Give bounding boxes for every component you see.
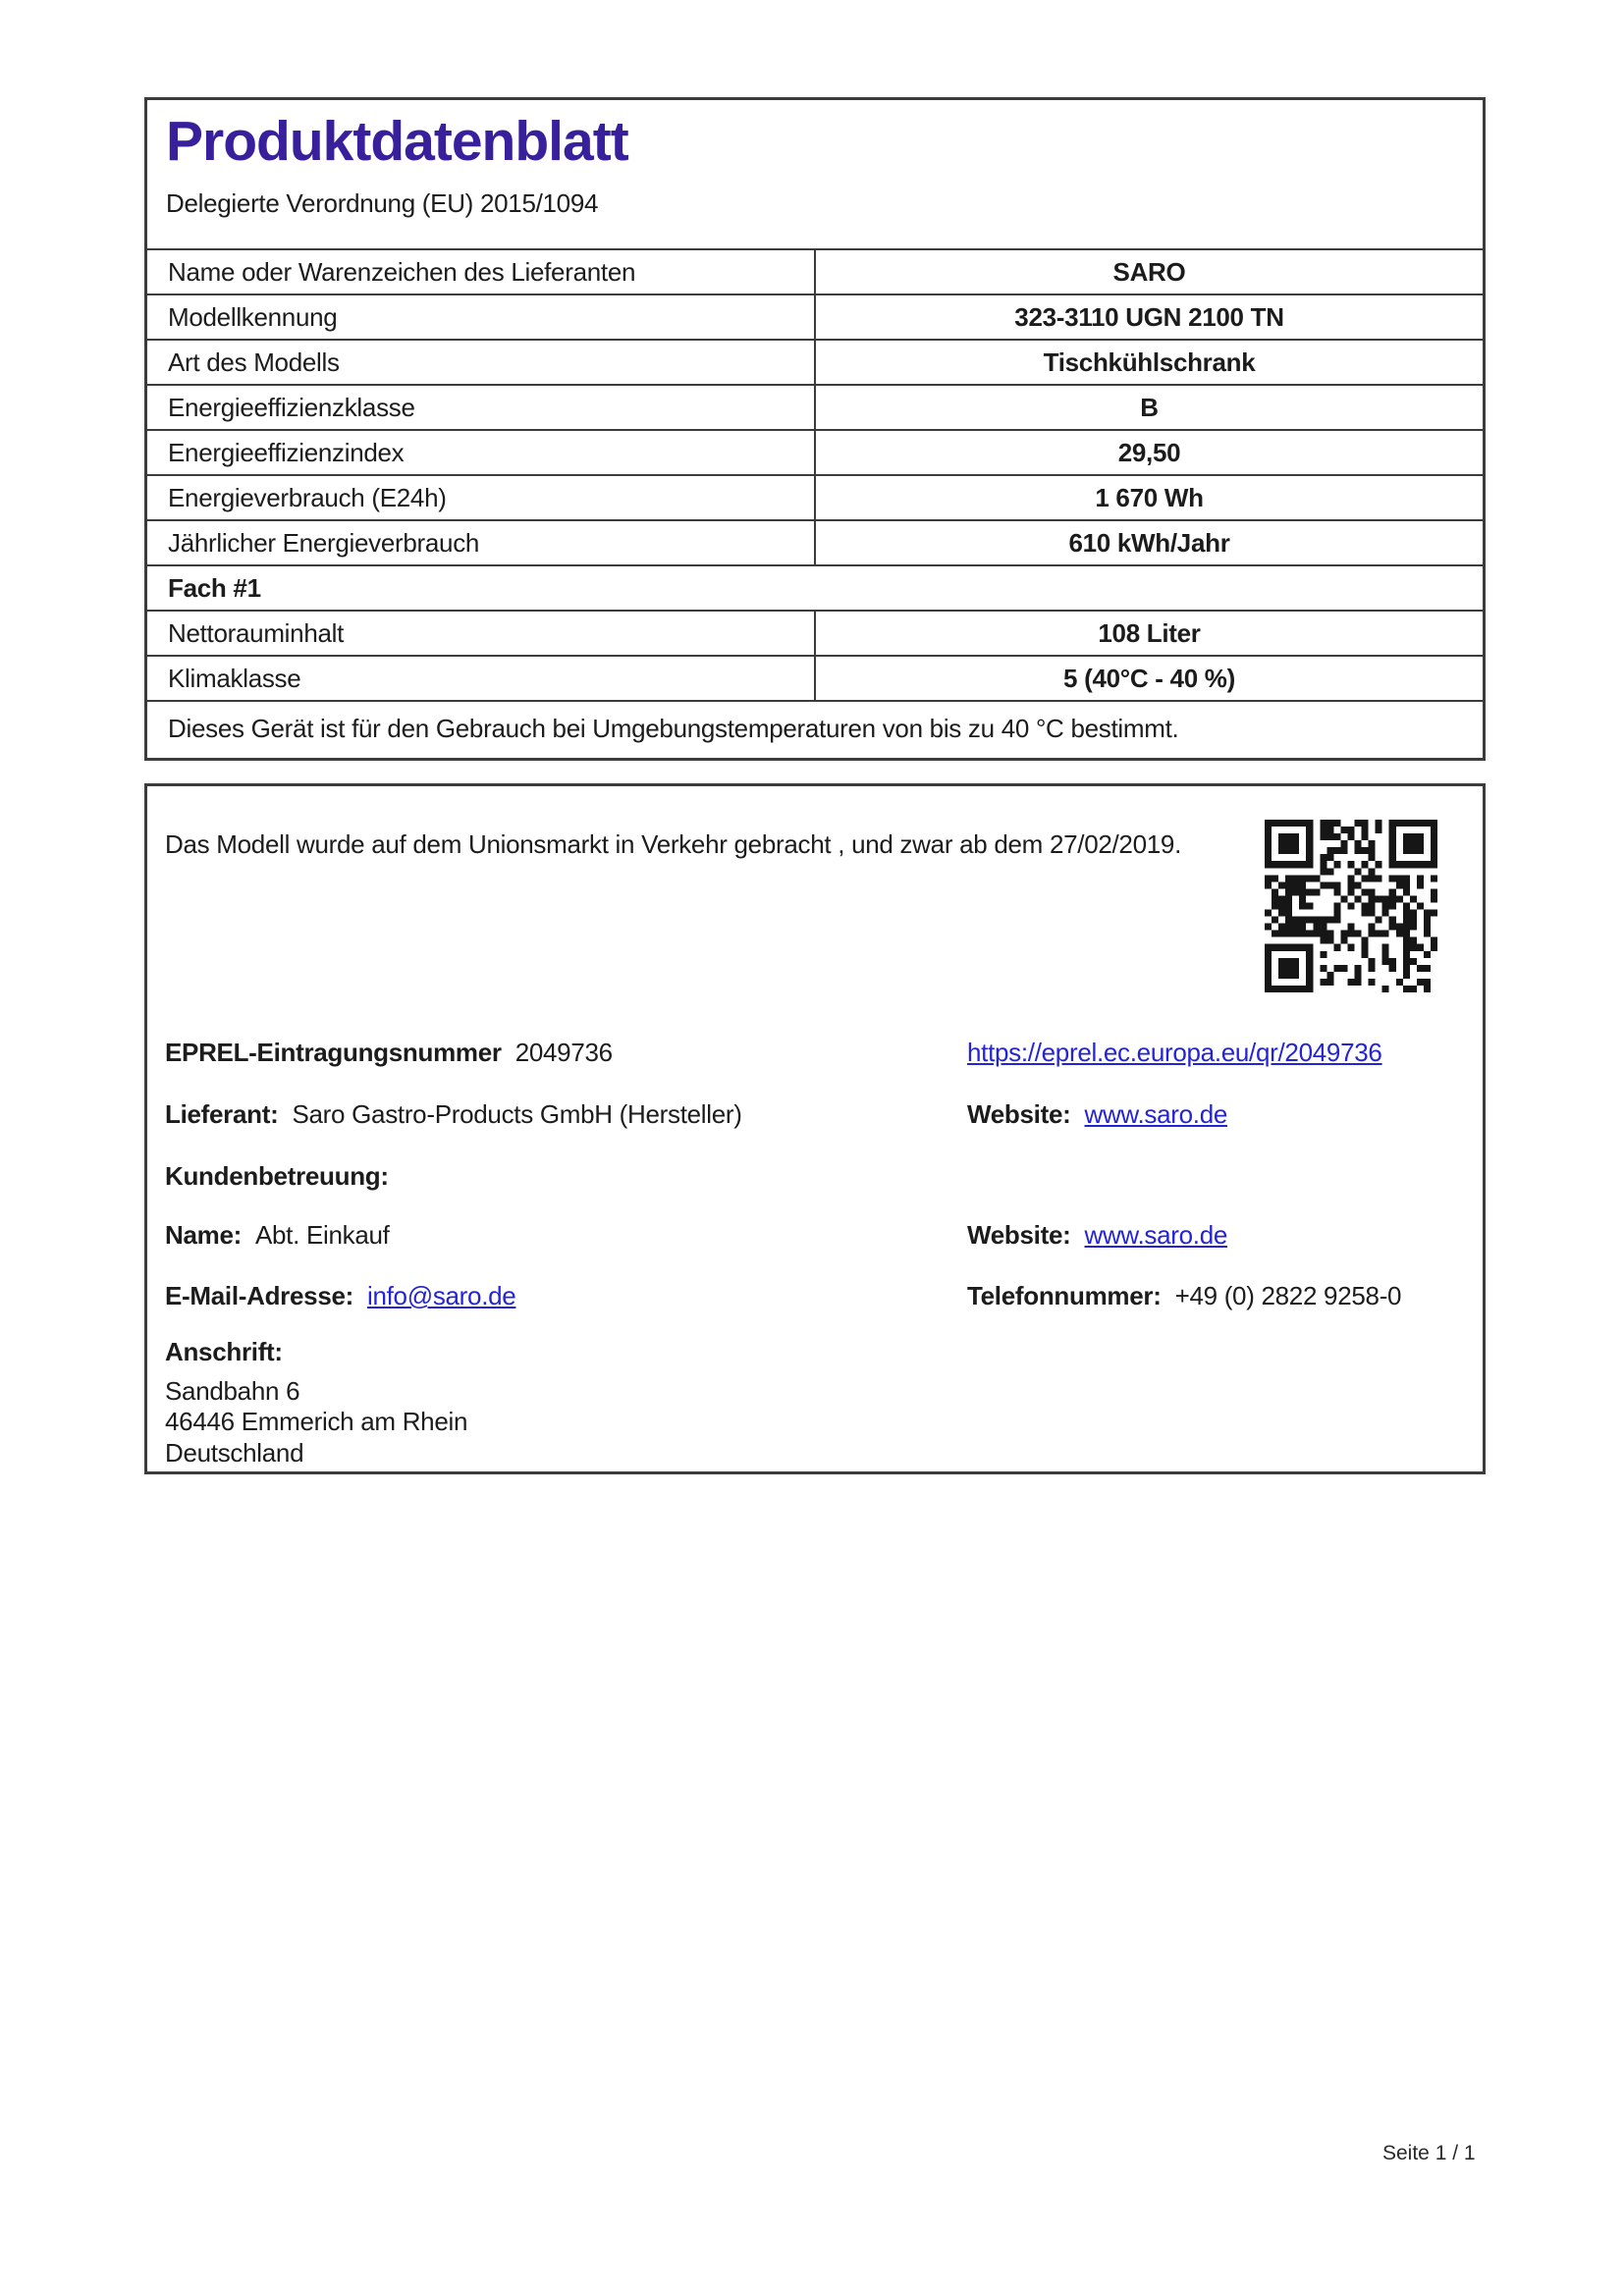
supplier-value: Saro Gastro-Products GmbH (Hersteller)	[292, 1099, 742, 1129]
eprel-row	[165, 1038, 613, 1068]
support-row	[165, 1161, 389, 1192]
support-label: Kundenbetreuung:	[165, 1161, 389, 1191]
name-label: Name:	[165, 1220, 242, 1250]
phone-value: +49 (0) 2822 9258-0	[1174, 1281, 1402, 1310]
qr-code-icon	[1265, 820, 1437, 992]
row-label: Name oder Warenzeichen des Lieferanten	[168, 256, 636, 287]
address-line-1: Sandbahn 6	[165, 1376, 300, 1406]
eprel-link-row	[967, 1038, 1382, 1068]
address-label-row	[165, 1337, 283, 1367]
address-line-3: Deutschland	[165, 1438, 304, 1468]
info-box	[144, 783, 1486, 1474]
table-row	[147, 519, 1483, 564]
table-row	[147, 384, 1483, 429]
page-title: Produktdatenblatt	[166, 110, 628, 173]
row-value: 108 Liter	[814, 612, 1483, 655]
address-label: Anschrift:	[165, 1337, 283, 1366]
note-row: Dieses Gerät ist für den Gebrauch bei Umgebungstemperaturen von bis zu 40 °C bestimmt.	[147, 700, 1483, 756]
address-line-2: 46446 Emmerich am Rhein	[165, 1407, 468, 1436]
phone-label: Telefonnummer:	[967, 1281, 1162, 1310]
website-row	[967, 1099, 1227, 1130]
row-value: Tischkühlschrank	[814, 341, 1483, 384]
section-header-row: Fach #1	[147, 564, 1483, 610]
contact-name-row	[165, 1220, 390, 1251]
supplier-row	[165, 1099, 742, 1130]
page-number: Seite 1 / 1	[1382, 2142, 1476, 2164]
row-label: Energieeffizienzklasse	[168, 392, 415, 422]
regulation-subtitle: Delegierte Verordnung (EU) 2015/1094	[166, 187, 599, 218]
row-label: Energieeffizienzindex	[168, 437, 405, 467]
table-row	[147, 294, 1483, 339]
phone-row	[967, 1281, 1401, 1311]
supplier-label: Lieferant:	[165, 1099, 279, 1129]
row-value: 610 kWh/Jahr	[814, 521, 1483, 564]
row-value: SARO	[814, 250, 1483, 294]
eprel-number-value: 2049736	[514, 1038, 613, 1067]
row-label: Klimaklasse	[168, 663, 301, 693]
website-link[interactable]: www.saro.de	[1084, 1220, 1228, 1250]
eprel-link[interactable]: https://eprel.ec.europa.eu/qr/2049736	[967, 1038, 1382, 1067]
email-link[interactable]: info@saro.de	[367, 1281, 516, 1310]
row-value: 29,50	[814, 431, 1483, 474]
website-row-2	[967, 1220, 1227, 1251]
table-row	[147, 655, 1483, 700]
table-row	[147, 610, 1483, 655]
table-row	[147, 474, 1483, 519]
row-label: Energieverbrauch (E24h)	[168, 482, 447, 512]
table-row	[147, 339, 1483, 384]
market-release-text: Das Modell wurde auf dem Unionsmarkt in Verkehr gebracht , und zwar ab dem 27/02/2019.	[165, 829, 1181, 859]
product-sheet	[144, 97, 1486, 761]
website-label: Website:	[967, 1099, 1071, 1129]
name-value: Abt. Einkauf	[254, 1220, 390, 1250]
email-label: E-Mail-Adresse:	[165, 1281, 353, 1310]
sheet-header	[147, 100, 1483, 248]
row-label: Art des Modells	[168, 347, 340, 377]
row-value: 323-3110 UGN 2100 TN	[814, 295, 1483, 339]
row-value: B	[814, 386, 1483, 429]
row-value: 1 670 Wh	[814, 476, 1483, 519]
row-label: Jährlicher Energieverbrauch	[168, 527, 480, 558]
website-label: Website:	[967, 1220, 1071, 1250]
row-label: Nettorauminhalt	[168, 617, 345, 648]
email-row	[165, 1281, 515, 1311]
row-label: Modellkennung	[168, 301, 338, 332]
table-row	[147, 248, 1483, 294]
row-value: 5 (40°C - 40 %)	[814, 657, 1483, 700]
eprel-number-label: EPREL-Eintragungsnummer	[165, 1038, 502, 1067]
table-row	[147, 429, 1483, 474]
website-link[interactable]: www.saro.de	[1084, 1099, 1228, 1129]
